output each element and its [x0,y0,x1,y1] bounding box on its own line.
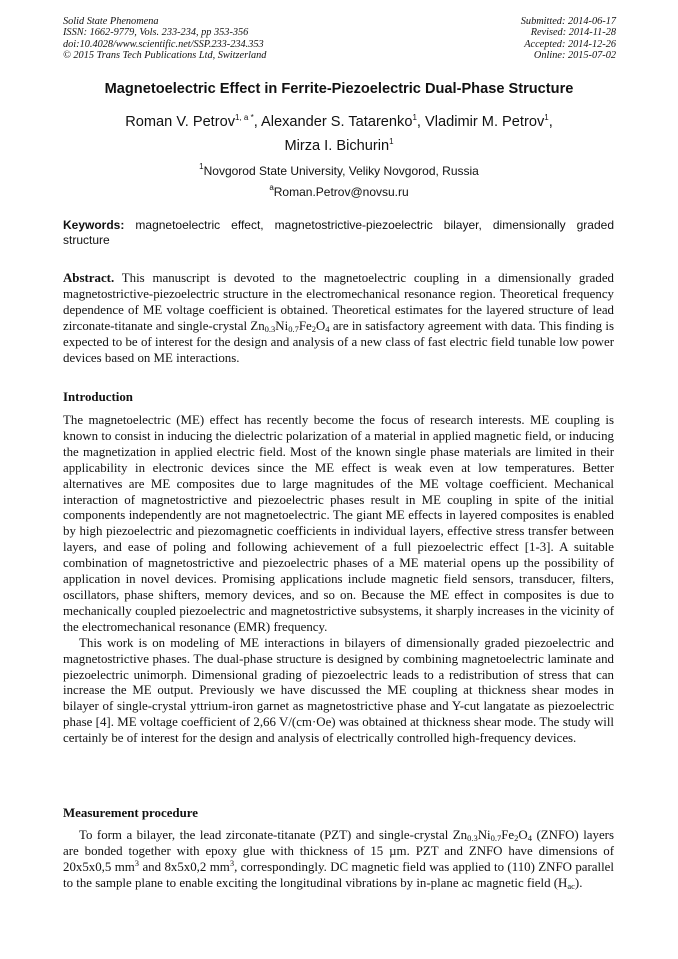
author-mark: 1 [412,113,417,122]
paper-title: Magnetoelectric Effect in Ferrite-Piezoelectric Dual-Phase Structure [104,81,574,97]
paragraph-text: ). [574,875,583,890]
author-mark: 1 [389,137,394,146]
author-mark: 1 [544,113,549,122]
formula-subscript: 0.7 [288,323,299,334]
unit-superscript: 3 [229,857,235,868]
paragraph-text: (ZNFO) layers are bonded together with epoxy glue with thickness of 15 µm. PZT and ZNFO have dimensions of 20x5x0,5 mm [63,828,614,874]
paragraph-text: O [518,828,528,842]
paragraph: This work is on modeling of ME interactions in bilayers of dimensionally graded piezoelectric and magnetostrictive phases. The dual-phase structure is designed by combining magnetoelectric laminate and piezoelectric unimorph. Dimensional grading of piezoelectric leads to a redistribution of stress that can increase the ME output. Previously we have discussed the ME coupling at thickness shear modes in bilayer of single-crystal yttrium-iron garnet as magnetostrictive phase and Y-cut langatate as piezoelectric phase [4]. ME voltage coefficient of 2,66 V/(cm·Oe) was obtained at thickness shear mode. The study will certainly be of interest for the design and analysis of electrically controlled high-frequency devices. [63,635,614,746]
formula-subscript: 0.3 [467,833,478,843]
doi-line: doi:10.4028/www.scientific.net/SSP.233-234.353 [63,38,264,50]
paragraph-text: and 8x5x0,2 mm [139,859,230,874]
measurement-body [63,828,614,892]
keywords-label: Keywords: [63,218,125,232]
paragraph: The magnetoelectric (ME) effect has recently become the focus of research interests. ME coupling is known to consist in inducing the dielectric polarization of a material in applied magnetic field, or inducing the magnetization in applied electric field. Most of the known single phase materials are limited in their applicability in electronic devices since the ME effect is weak even at low temperatures. Better alternatives are ME composites due to large magnitudes of the ME voltage coefficient. Mechanical interaction of magnetostrictive and piezoelectric phases result in ME coupling in spite of the initial components independently are not magnetoelectric. The giant ME effects in layered composites is enabled by high piezoelectric and piezomagnetic coefficients in individual layers, effective stress transfer between layers, and ease of poling and following achievement of a full piezoelectric effect [1-3]. A suitable combination of magnetostrictive and piezoelectric phases of a ME material opens up the possibility of application in novel devices. Promising applications include magnetic field sensors, transducer, filters, oscillators, phase shifters, memory devices, and so on. Because the ME effect in composites is due to mechanically coupled piezoelectric and magnetostrictive subsystems, it sharply increases in the vicinity of the electromechanical resonance (EMR) frequency. [63,413,614,634]
abstract-text: Ni [275,318,289,333]
keywords-text: magnetoelectric effect, magnetostrictive-piezoelectric bilayer, dimensionally graded structure [63,218,614,247]
author-mark: 1, a * [235,113,254,122]
affiliation-mark: 1 [199,162,204,171]
section-heading-measurement: Measurement procedure [63,806,198,820]
formula-subscript: 2 [514,833,519,843]
formula-subscript: 0.7 [490,833,502,843]
author-name: Vladimir M. Petrov [425,114,545,130]
dates-header [521,16,616,61]
affiliation [0,164,678,178]
author-separator: , [253,114,262,130]
abstract [63,271,614,366]
formula-subscript: 0.3 [264,323,276,334]
issn-line: ISSN: 1662-9779, Vols. 233-234, pp 353-356 [63,27,249,39]
keywords [63,218,614,248]
introduction-body [63,413,614,747]
author-list [0,110,678,158]
abstract-text: Fe [298,318,312,333]
online-date: Online: 2015-07-02 [533,49,616,61]
section-heading-introduction: Introduction [63,390,133,404]
field-subscript: ac [567,880,575,891]
paragraph-text: , correspondingly. DC magnetic field was applied to (110) ZNFO parallel to the sample plane to enable exciting the longitudinal vibrations by in-plane ac magnetic field (H [63,859,614,890]
journal-header [63,16,266,61]
author-name: Roman V. Petrov [125,114,236,130]
affiliation-text: Novgorod State University, Veliky Novgorod, Russia [203,164,479,178]
abstract-text: O [315,318,326,333]
formula-subscript: 2 [311,323,316,334]
submitted-date: Submitted: 2014-06-17 [520,16,616,27]
author-name: Mirza I. Bichurin [284,138,390,154]
abstract-text: This manuscript is devoted to the magnetoelectric coupling in a dimensionally graded magnetostrictive-piezoelectric structure in the electromechanical resonance region. Theoretical frequency dependence of ME voltage coefficient is obtained. Theoretical estimates for the layered structure of lead zirconate-titanate and single-crystal Zn [63,271,614,333]
email-mark: a [269,183,274,192]
paragraph-text: Ni [477,828,491,842]
paragraph-text: To form a bilayer, the lead zirconate-titanate (PZT) and single-crystal Zn [79,828,468,842]
formula-subscript: 4 [527,833,532,843]
journal-name: Solid State Phenomena [63,16,159,27]
email-text: Roman.Petrov@novsu.ru [273,185,409,199]
unit-superscript: 3 [134,857,140,868]
author-name: Alexander S. Tatarenko [261,114,413,130]
formula-subscript: 4 [325,323,330,334]
author-separator: , [416,114,426,130]
author-email [0,185,678,199]
paragraph-text: Fe [501,828,515,842]
accepted-date: Accepted: 2014-12-26 [524,38,616,50]
abstract-label: Abstract. [63,271,115,285]
author-separator: , [548,114,553,130]
copyright-line: © 2015 Trans Tech Publications Ltd, Switzerland [63,49,267,61]
revised-date: Revised: 2014-11-28 [530,27,616,39]
abstract-text: are in satisfactory agreement with data. This finding is expected to be of interest for the design and analysis of a new class of fast electric field tunable low power devices based on ME interactions. [63,318,614,365]
